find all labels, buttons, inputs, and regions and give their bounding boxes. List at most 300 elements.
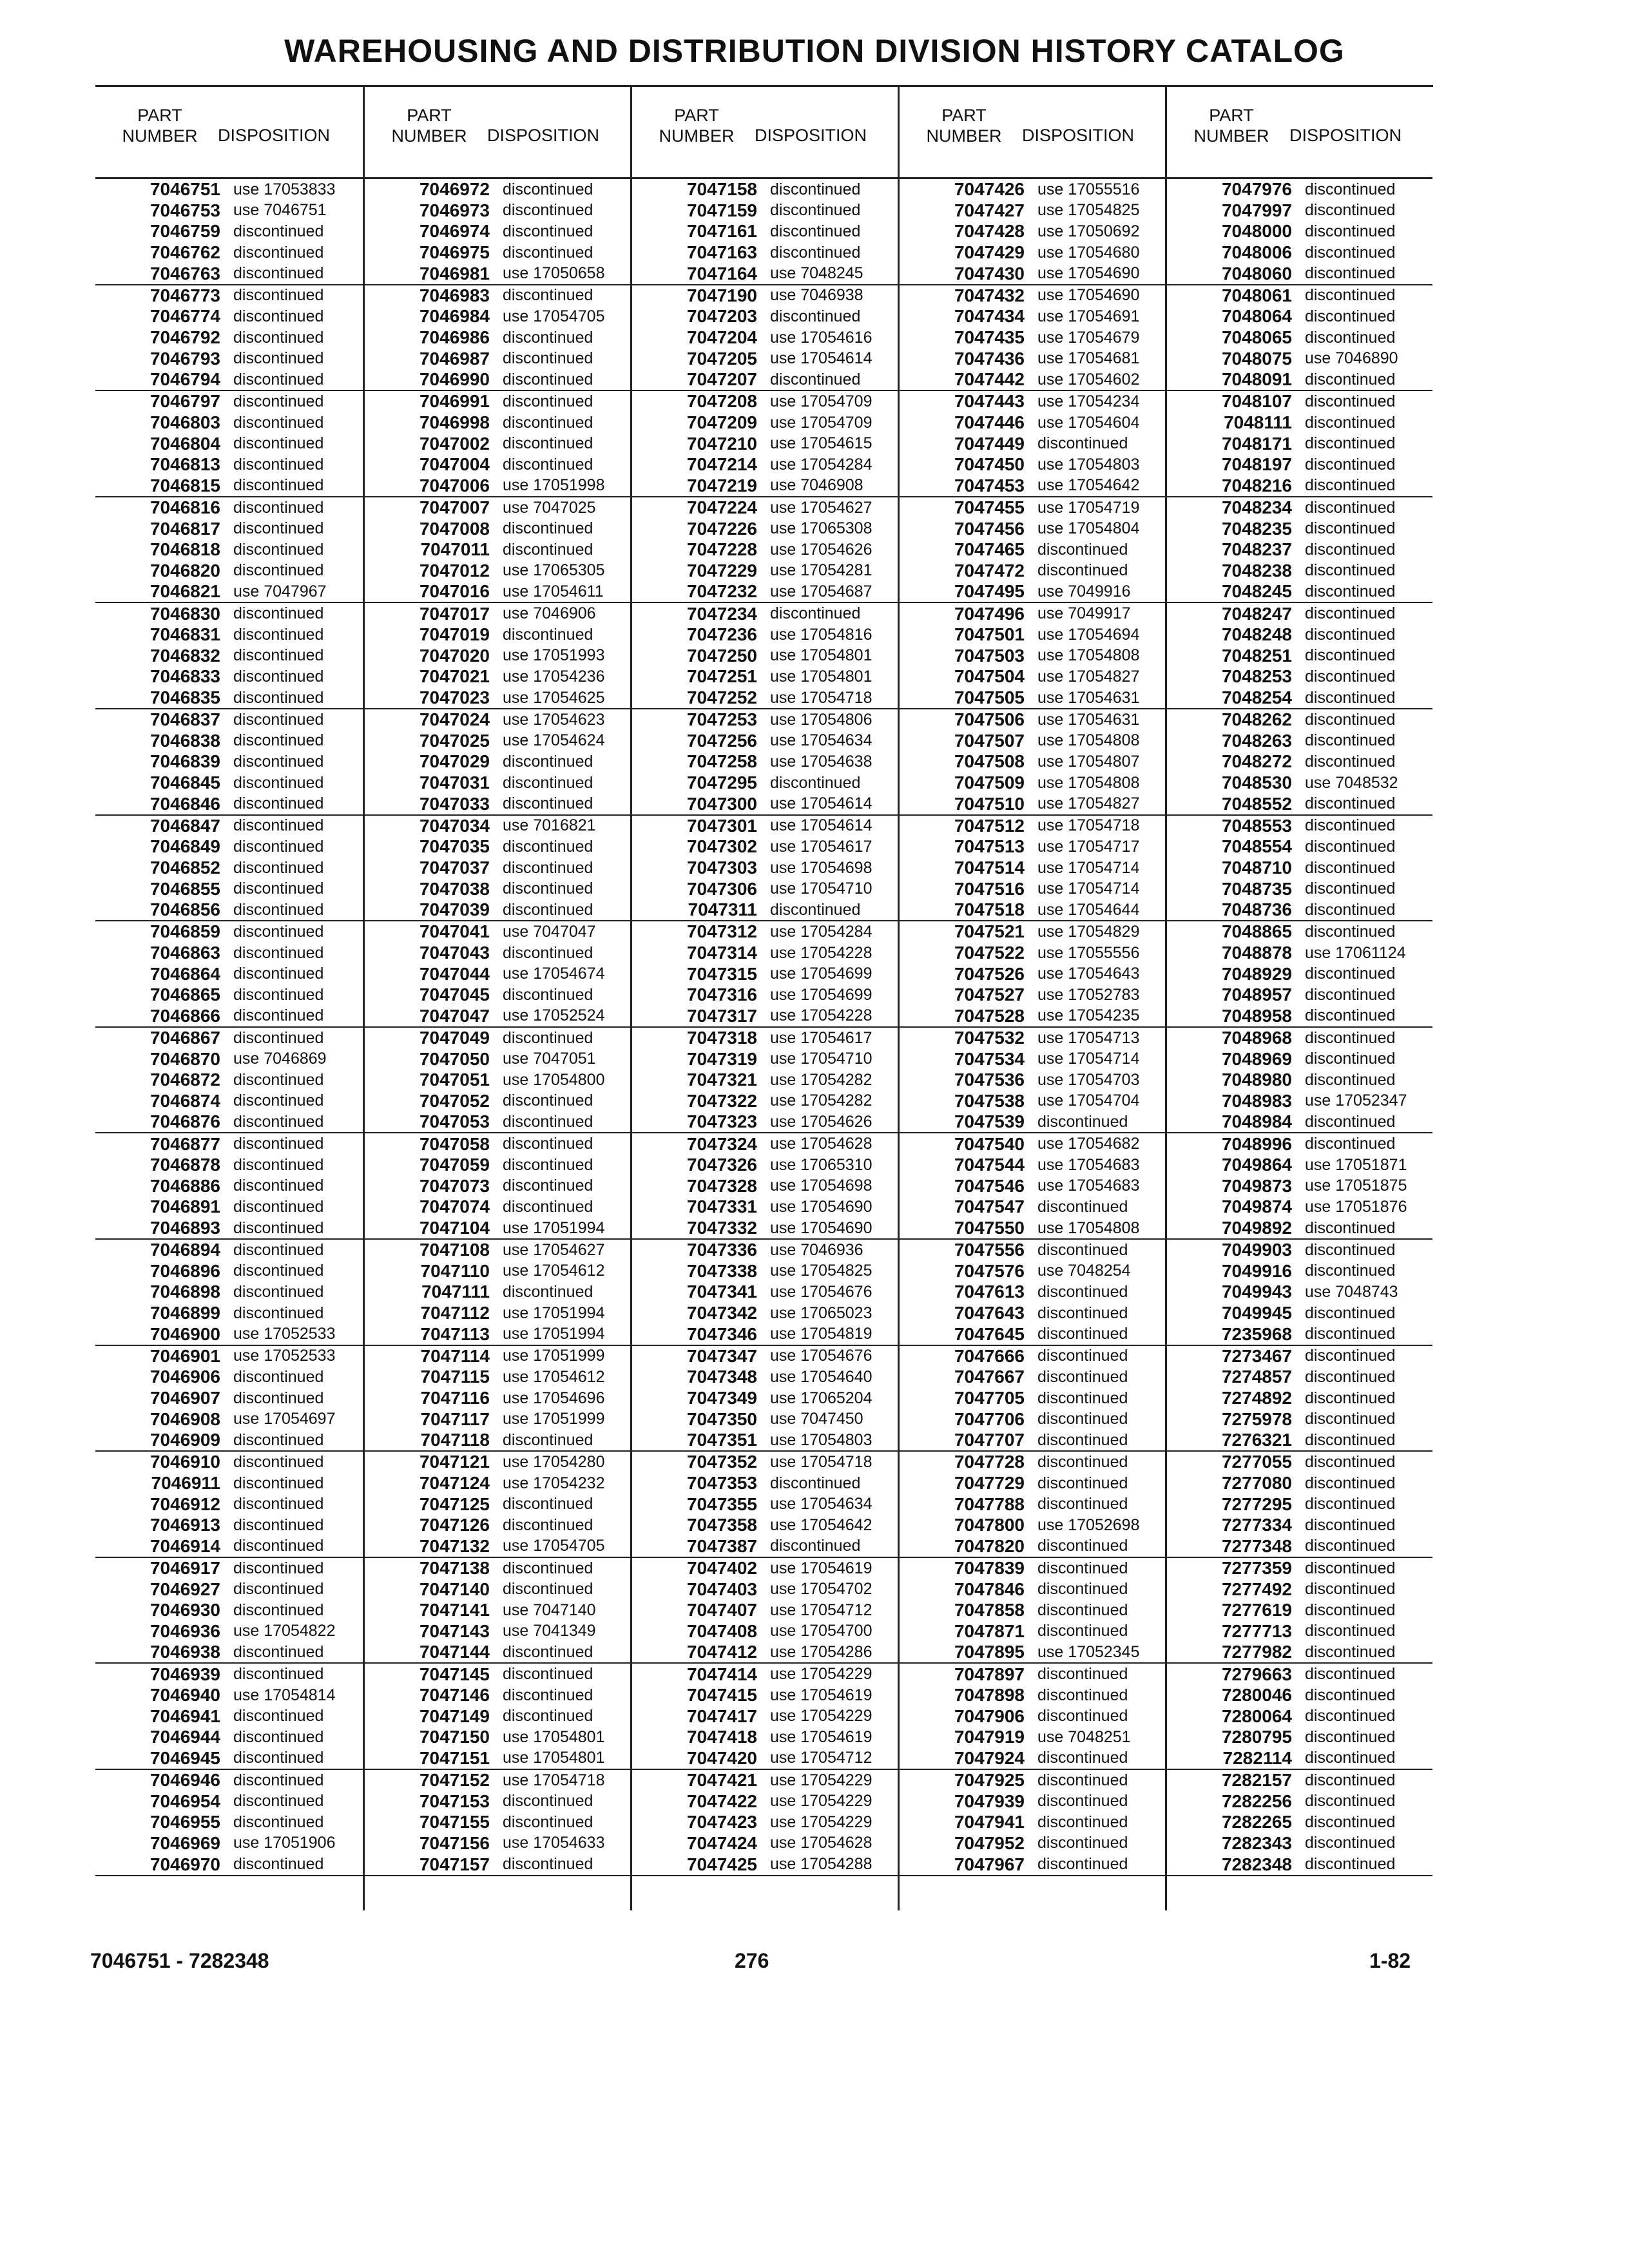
table-row	[95, 348, 363, 369]
row-group	[95, 603, 363, 709]
table-row	[95, 369, 363, 390]
part-number: 7047352	[686, 1452, 757, 1472]
table-row	[365, 1664, 630, 1685]
part-number: 7047338	[686, 1260, 757, 1281]
disposition: discontinued	[503, 1855, 593, 1874]
disposition: use 17054234	[1037, 392, 1140, 410]
disposition: use 17054808	[1037, 773, 1140, 792]
part-number: 7048000	[1221, 221, 1292, 242]
part-number: 7046909	[149, 1430, 220, 1450]
table-row	[1167, 921, 1432, 943]
part-number: 7047456	[954, 518, 1025, 539]
table-row	[1167, 306, 1432, 327]
part-number: 7047539	[954, 1111, 1025, 1132]
part-number: 7047436	[954, 348, 1025, 369]
part-number: 7046852	[149, 858, 220, 878]
table-row	[95, 1727, 363, 1748]
disposition: use 17051994	[503, 1303, 605, 1322]
table-row	[632, 1261, 898, 1282]
table-row	[1167, 1536, 1432, 1557]
table-row	[95, 1323, 363, 1345]
disposition: use 17051993	[503, 646, 605, 665]
row-group	[1167, 1770, 1432, 1876]
part-number: 7046859	[149, 921, 220, 942]
disposition: discontinued	[1305, 1112, 1396, 1131]
row-group	[1167, 1452, 1432, 1558]
part-number: 7046872	[149, 1070, 220, 1090]
part-number: 7275978	[1221, 1408, 1292, 1429]
part-number: 7047427	[954, 200, 1025, 220]
part-number: 7047159	[686, 200, 757, 220]
disposition: discontinued	[233, 540, 324, 559]
disposition: discontinued	[233, 1197, 324, 1216]
table-row	[365, 709, 630, 731]
table-row	[900, 1727, 1165, 1748]
disposition: discontinued	[503, 752, 593, 771]
disposition: discontinued	[1305, 455, 1396, 474]
part-number: 7046856	[149, 899, 220, 920]
part-number: 7046759	[149, 221, 220, 242]
disposition: discontinued	[1037, 1282, 1128, 1301]
part-number: 7048553	[1221, 815, 1292, 836]
table-row	[365, 348, 630, 369]
disposition: discontinued	[1305, 922, 1396, 941]
table-row	[900, 454, 1165, 476]
part-number: 7046820	[149, 560, 220, 581]
disposition: use 17054712	[770, 1749, 872, 1767]
table-row	[632, 179, 898, 200]
part-number: 7047342	[686, 1303, 757, 1323]
table-row	[1167, 1367, 1432, 1388]
disposition: discontinued	[233, 1430, 324, 1449]
table-row	[900, 1176, 1165, 1197]
part-number: 7047349	[686, 1388, 757, 1408]
disposition: use 17055556	[1037, 943, 1140, 962]
table-row	[900, 1812, 1165, 1833]
part-number: 7279663	[1221, 1664, 1292, 1684]
disposition: use 17054642	[1037, 476, 1140, 495]
disposition: discontinued	[1305, 413, 1396, 432]
table-row	[1167, 1812, 1432, 1833]
row-group	[632, 1664, 898, 1770]
row-group	[1167, 391, 1432, 497]
part-number: 7046878	[149, 1155, 220, 1175]
table-row	[95, 687, 363, 709]
table-row	[1167, 1791, 1432, 1812]
disposition-header: DISPOSITION	[755, 126, 867, 145]
disposition: discontinued	[770, 900, 861, 919]
table-row	[95, 1685, 363, 1706]
table-row	[632, 858, 898, 879]
disposition: discontinued	[233, 1452, 324, 1471]
row-group	[632, 1240, 898, 1346]
table-row	[95, 200, 363, 222]
row-group	[95, 1028, 363, 1134]
disposition: discontinued	[503, 201, 593, 220]
disposition: use 7048743	[1305, 1282, 1398, 1301]
table-row	[900, 1642, 1165, 1663]
disposition: discontinued	[1037, 1771, 1128, 1789]
part-number: 7047449	[954, 433, 1025, 454]
table-row	[632, 476, 898, 497]
part-number: 7047387	[686, 1535, 757, 1556]
disposition: discontinued	[1305, 710, 1396, 729]
table-row	[900, 221, 1165, 242]
disposition: discontinued	[1305, 1474, 1396, 1492]
part-number: 7048006	[1221, 242, 1292, 263]
table-row	[95, 1388, 363, 1409]
row-group	[900, 1028, 1165, 1134]
table-row	[95, 1240, 363, 1261]
disposition: discontinued	[1305, 1580, 1396, 1599]
part-number: 7046908	[149, 1408, 220, 1429]
row-group	[365, 1664, 630, 1770]
row-group	[900, 1558, 1165, 1664]
part-number: 7047434	[954, 306, 1025, 327]
table-row	[365, 1812, 630, 1833]
part-number: 7047536	[954, 1070, 1025, 1090]
table-row	[1167, 221, 1432, 242]
table-row	[900, 1111, 1165, 1133]
table-row	[95, 1579, 363, 1600]
table-row	[900, 1155, 1165, 1176]
part-number: 7282265	[1221, 1812, 1292, 1832]
table-row	[632, 1770, 898, 1791]
part-number: 7047347	[686, 1345, 757, 1366]
disposition: discontinued	[503, 1665, 593, 1684]
table-row	[1167, 773, 1432, 794]
table-row	[1167, 603, 1432, 624]
disposition: discontinued	[1305, 837, 1396, 856]
part-number: 7046954	[149, 1791, 220, 1811]
part-number: 7047351	[686, 1430, 757, 1450]
part-number: 7046804	[149, 433, 220, 454]
table-row	[900, 1558, 1165, 1579]
disposition: discontinued	[1305, 498, 1396, 517]
part-number: 7046773	[149, 285, 220, 305]
part-number: 7047153	[419, 1791, 490, 1811]
disposition: discontinued	[1305, 476, 1396, 495]
table-row	[365, 1791, 630, 1812]
disposition: discontinued	[233, 922, 324, 941]
disposition: discontinued	[1305, 1430, 1396, 1449]
part-number: 7046914	[149, 1535, 220, 1556]
disposition: use 17054803	[770, 1430, 872, 1449]
disposition: use 17052783	[1037, 985, 1140, 1004]
table-row	[95, 306, 363, 327]
disposition: use 17054807	[1037, 752, 1140, 771]
table-row	[632, 242, 898, 264]
part-number: 7048272	[1221, 751, 1292, 772]
table-row	[632, 1408, 898, 1430]
table-row	[1167, 646, 1432, 667]
disposition: discontinued	[1305, 582, 1396, 601]
disposition: discontinued	[503, 1091, 593, 1110]
part-number: 7047317	[686, 1005, 757, 1026]
part-number: 7047430	[954, 263, 1025, 284]
table-row	[95, 963, 363, 985]
table-row	[900, 306, 1165, 327]
part-number: 7047214	[686, 454, 757, 475]
table-row	[365, 221, 630, 242]
disposition: use 17054676	[770, 1347, 872, 1365]
disposition: use 17054691	[1037, 307, 1140, 325]
row-group	[900, 603, 1165, 709]
disposition: use 7016821	[503, 816, 596, 835]
disposition: discontinued	[233, 1495, 324, 1514]
part-number: 7047311	[688, 899, 757, 920]
part-number: 7047141	[419, 1600, 490, 1620]
part-number: 7046969	[149, 1832, 220, 1853]
table-row	[365, 497, 630, 519]
part-number: 7047729	[954, 1473, 1025, 1494]
table-row	[1167, 899, 1432, 921]
disposition: use 7047450	[770, 1410, 863, 1428]
part-number: 7048245	[1221, 581, 1292, 602]
table-row	[95, 1494, 363, 1515]
part-number: 7046910	[149, 1452, 220, 1472]
disposition: use 17054814	[233, 1686, 336, 1704]
part-number: 7047031	[419, 773, 490, 793]
table-row	[1167, 1070, 1432, 1091]
disposition: discontinued	[233, 1600, 324, 1619]
disposition: discontinued	[1305, 794, 1396, 813]
table-row	[632, 518, 898, 539]
disposition: discontinued	[1305, 1642, 1396, 1661]
disposition: discontinued	[1305, 1792, 1396, 1811]
disposition: discontinued	[233, 1091, 324, 1110]
part-number: 7046876	[149, 1111, 220, 1132]
disposition: use 17054825	[1037, 201, 1140, 220]
table-row	[95, 391, 363, 412]
table-row	[632, 1346, 898, 1367]
table-row	[365, 476, 630, 497]
part-number: 7046946	[149, 1770, 220, 1791]
table-row	[632, 921, 898, 943]
table-row	[1167, 1408, 1432, 1430]
table-row	[900, 1515, 1165, 1536]
disposition: use 17054643	[1037, 965, 1140, 983]
part-number: 7046898	[149, 1282, 220, 1302]
disposition: discontinued	[1305, 965, 1396, 983]
disposition: discontinued	[1037, 1812, 1128, 1831]
column-header	[365, 87, 630, 177]
disposition: use 17054634	[770, 1495, 872, 1514]
disposition: use 17054642	[770, 1515, 872, 1534]
row-group	[900, 1240, 1165, 1346]
row-group	[632, 179, 898, 285]
table-row	[95, 518, 363, 539]
part-number: 7047414	[686, 1664, 757, 1684]
table-row	[95, 1473, 363, 1494]
disposition: use 7048245	[770, 264, 863, 283]
disposition: discontinued	[233, 1515, 324, 1534]
part-number: 7047021	[419, 666, 490, 687]
disposition: discontinued	[1305, 434, 1396, 453]
disposition: use 7047051	[503, 1050, 596, 1068]
part-number: 7048247	[1221, 603, 1292, 624]
disposition: discontinued	[1037, 1474, 1128, 1492]
disposition: use 17054633	[503, 1834, 605, 1852]
disposition: use 7047140	[503, 1600, 596, 1619]
part-number-header: PART NUMBER	[926, 106, 1002, 146]
table-row	[95, 179, 363, 200]
part-number: 7046900	[149, 1323, 220, 1344]
table-row	[632, 1621, 898, 1642]
table-row	[632, 1642, 898, 1663]
part-number: 7048552	[1221, 793, 1292, 814]
disposition: discontinued	[503, 243, 593, 262]
table-row	[1167, 1833, 1432, 1854]
disposition: discontinued	[233, 370, 324, 389]
disposition: discontinued	[233, 1812, 324, 1831]
table-row	[365, 518, 630, 539]
part-number: 7047140	[419, 1579, 490, 1599]
part-number: 7047144	[419, 1642, 490, 1662]
part-number: 7047035	[419, 836, 490, 857]
table-row	[95, 433, 363, 454]
table-row	[632, 412, 898, 434]
part-number: 7046896	[149, 1260, 220, 1281]
part-number: 7047516	[954, 878, 1025, 899]
disposition: discontinued	[503, 1707, 593, 1725]
disposition: use 17054705	[503, 1537, 605, 1555]
row-group	[900, 1452, 1165, 1558]
table-row	[632, 709, 898, 731]
part-number: 7048996	[1221, 1133, 1292, 1154]
part-number: 7047138	[419, 1558, 490, 1579]
table-row	[1167, 433, 1432, 454]
table-row	[95, 1196, 363, 1218]
table-row	[632, 646, 898, 667]
table-row	[632, 1854, 898, 1875]
table-row	[365, 200, 630, 222]
table-row	[95, 985, 363, 1006]
part-number: 7047513	[954, 836, 1025, 857]
table-row	[95, 751, 363, 773]
part-number: 7047336	[686, 1240, 757, 1260]
table-row	[365, 1748, 630, 1769]
table-row	[632, 1133, 898, 1155]
part-number: 7047428	[954, 221, 1025, 242]
part-number: 7047976	[1221, 179, 1292, 200]
row-group	[900, 1770, 1165, 1876]
table-row	[365, 306, 630, 327]
disposition: discontinued	[233, 1006, 324, 1025]
part-number: 7046891	[149, 1196, 220, 1217]
catalog-column	[95, 87, 363, 1910]
part-number: 7047358	[686, 1515, 757, 1535]
table-row	[95, 836, 363, 858]
part-number: 7047538	[954, 1090, 1025, 1111]
part-number: 7046930	[149, 1600, 220, 1620]
table-row	[1167, 1473, 1432, 1494]
disposition-header: DISPOSITION	[487, 126, 600, 145]
part-number: 7047328	[686, 1175, 757, 1196]
part-number: 7048061	[1221, 285, 1292, 305]
disposition: discontinued	[503, 943, 593, 962]
disposition: use 17054284	[770, 455, 872, 474]
disposition: discontinued	[233, 879, 324, 898]
disposition: discontinued	[1037, 1325, 1128, 1343]
part-number: 7047234	[686, 603, 757, 624]
table-row	[632, 624, 898, 646]
part-number: 7047507	[954, 730, 1025, 751]
disposition: use 17054286	[770, 1642, 872, 1661]
disposition: discontinued	[1305, 646, 1396, 665]
table-row	[365, 1494, 630, 1515]
catalog-table	[95, 87, 1433, 1910]
part-number: 7047898	[954, 1685, 1025, 1706]
disposition: discontinued	[233, 752, 324, 771]
table-row	[632, 1367, 898, 1388]
table-row	[1167, 1091, 1432, 1112]
table-row	[632, 943, 898, 964]
part-number: 7277713	[1221, 1620, 1292, 1641]
table-row	[365, 1770, 630, 1791]
part-number: 7047146	[419, 1685, 490, 1706]
table-row	[1167, 1600, 1432, 1621]
disposition: use 17054281	[770, 561, 872, 580]
part-number: 7047858	[954, 1600, 1025, 1620]
disposition: use 17054680	[1037, 243, 1140, 262]
disposition: discontinued	[233, 688, 324, 707]
table-row	[1167, 476, 1432, 497]
table-row	[900, 327, 1165, 349]
part-number: 7047302	[686, 836, 757, 857]
part-number: 7047495	[954, 581, 1025, 602]
row-group	[1167, 1558, 1432, 1664]
disposition: discontinued	[1305, 625, 1396, 644]
disposition: discontinued	[1305, 201, 1396, 220]
part-number: 7048111	[1224, 412, 1292, 433]
table-row	[632, 1048, 898, 1070]
table-row	[95, 1558, 363, 1579]
table-row	[900, 963, 1165, 985]
table-row	[632, 963, 898, 985]
table-row	[1167, 1685, 1432, 1706]
part-number: 7047152	[419, 1770, 490, 1791]
table-row	[1167, 1111, 1432, 1133]
table-row	[900, 1621, 1165, 1642]
disposition: use 17051871	[1305, 1155, 1407, 1174]
table-row	[900, 581, 1165, 602]
part-number: 7046945	[149, 1747, 220, 1768]
row-group	[900, 391, 1165, 497]
part-number: 7047846	[954, 1579, 1025, 1599]
table-row	[95, 1664, 363, 1685]
disposition: discontinued	[1305, 1515, 1396, 1534]
part-number: 7047666	[954, 1345, 1025, 1366]
table-row	[95, 1430, 363, 1451]
disposition: discontinued	[1305, 1006, 1396, 1025]
part-number: 7048216	[1221, 475, 1292, 495]
part-number: 7048929	[1221, 963, 1292, 984]
disposition: use 17054704	[1037, 1091, 1140, 1110]
part-number: 7047163	[686, 242, 757, 263]
part-number-header: PART NUMBER	[659, 106, 735, 146]
disposition: discontinued	[233, 561, 324, 580]
table-row	[365, 263, 630, 284]
part-number: 7047871	[954, 1620, 1025, 1641]
disposition: discontinued	[503, 1812, 593, 1831]
part-number: 7047450	[954, 454, 1025, 475]
disposition: discontinued	[1305, 264, 1396, 283]
part-number: 7046907	[149, 1388, 220, 1408]
disposition: use 17065308	[770, 519, 872, 538]
table-row	[365, 539, 630, 561]
part-number: 7046831	[149, 624, 220, 645]
